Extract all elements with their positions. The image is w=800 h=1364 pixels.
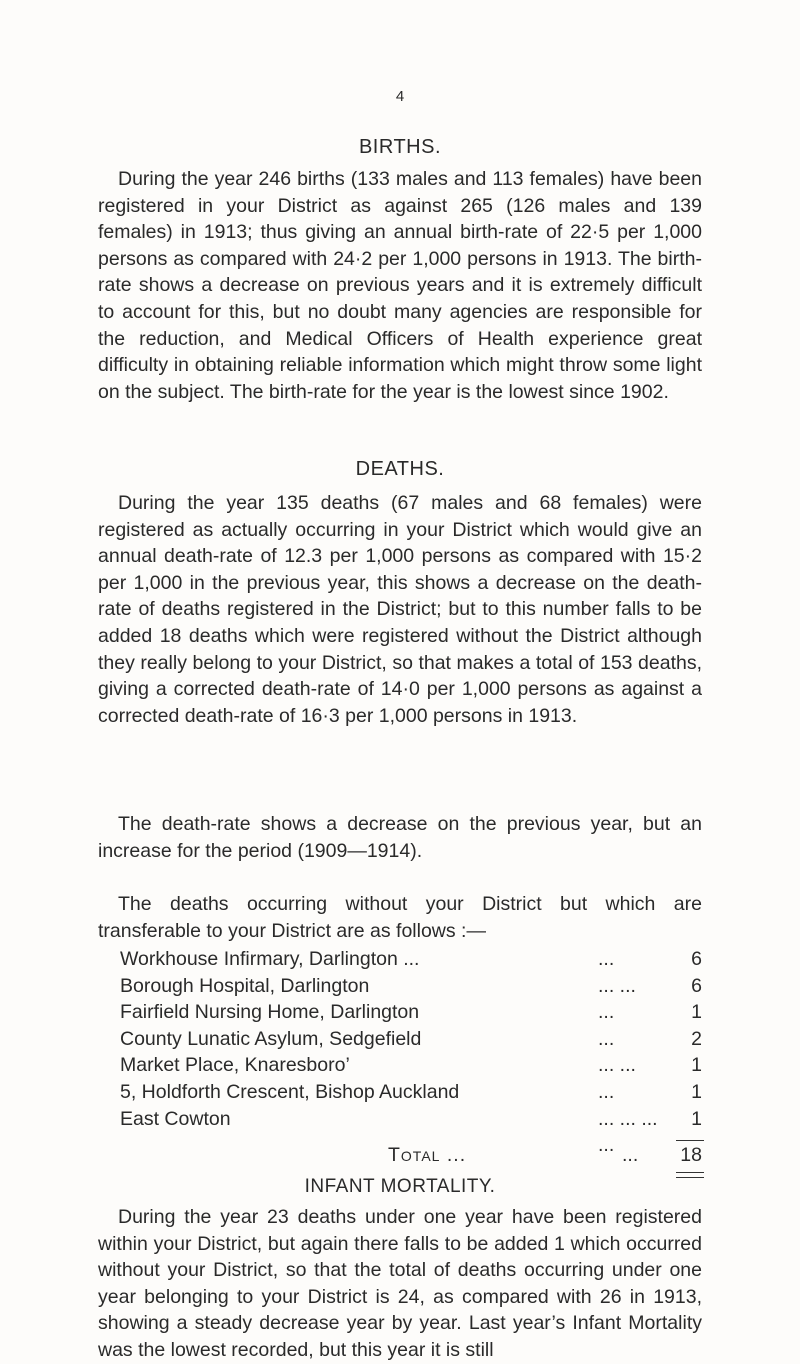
place-name: Workhouse Infirmary, Darlington ... [120, 948, 420, 970]
deaths-paragraph-3: The deaths occurring without your District but which are transferable to your District are as follows :— [98, 893, 702, 942]
leader-dots: ... [598, 1080, 615, 1103]
leader-dots: ... ... [598, 974, 636, 997]
table-row [120, 999, 702, 1026]
total-leader-dots: ... [622, 1144, 639, 1166]
leader-dots: ... ... ... ... [598, 1107, 658, 1157]
place-name: Fairfield Nursing Home, Darlington [120, 1001, 420, 1024]
total-label: Total ... [388, 1144, 467, 1166]
total-count: 18 [680, 1144, 702, 1166]
death-count: 1 [691, 1107, 702, 1130]
table-row [120, 946, 702, 973]
infant-mortality-heading: INFANT MORTALITY. [304, 1176, 496, 1197]
place-name: 5, Holdforth Crescent, Bishop Auckland [120, 1080, 460, 1103]
place-name: Borough Hospital, Darlington [120, 974, 370, 997]
leader-dots: ... [598, 948, 615, 970]
deaths-paragraph-2: The death-rate shows a decrease on the previous year, but an increase for the period (1909—1914). [98, 813, 702, 862]
table-row [120, 973, 702, 1000]
place-name: County Lunatic Asylum, Sedgefield [120, 1027, 422, 1050]
births-paragraph: During the year 246 births (133 males and 113 females) have been registered in your District as against 265 (126 males and 139 females) in 1913; thus giving an annual birth-rate of 22·5 per 1,000 persons as compared with 24·2 per 1,000 persons in 1913. The birth-rate shows a decrease on previous years and it is extremely difficult to account for this, but no doubt many agencies are responsible for the reduction, and Medical Officers of Health experience great difficulty in obtaining reliable information which might throw some light on the subject. The birth-rate for the year is the lowest since 1902. [98, 168, 702, 403]
deaths-paragraph-1: During the year 135 deaths (67 males and 68 females) were registered as actually occurring in your District which would give an annual death-rate of 12.3 per 1,000 persons as compared with 15·2 per 1,000 in the previous year, this shows a decrease on the death-rate of deaths registered in the District; but to this number falls to be added 18 deaths which were registered without the District although they really belong to your District, so that makes a total of 153 deaths, giving a corrected death-rate of 14·0 per 1,000 persons as against a corrected death-rate of 16·3 per 1,000 persons in 1913. [98, 492, 702, 727]
table-row [120, 1079, 702, 1106]
place-name: East Cowton [120, 1107, 231, 1130]
death-count: 1 [691, 1080, 702, 1103]
page-number: 4 [395, 88, 405, 105]
place-name: Market Place, Knaresboro’ [120, 1054, 350, 1077]
table-row [120, 1052, 702, 1079]
sum-rule [676, 1140, 704, 1141]
leader-dots: ... [598, 1027, 615, 1050]
death-count: 1 [691, 1054, 702, 1077]
death-count: 1 [691, 1001, 702, 1024]
table-row [120, 1026, 702, 1053]
leader-dots: ... [598, 1001, 615, 1024]
death-count: 6 [691, 974, 702, 997]
births-heading: BIRTHS. [358, 136, 442, 158]
leader-dots: ... ... [598, 1054, 636, 1077]
infant-mortality-paragraph: During the year 23 deaths under one year have been registered within your District, but again there falls to be added 1 which occurred without your District, so that the total of deaths occurring under one year belonging to your District is 24, as compared with 26 in 1913, showing a steady decrease year by year. Last year’s Infant Mortality was the lowest recorded, but this year it is still [98, 1206, 702, 1361]
deaths-heading: DEATHS. [355, 458, 445, 480]
death-count: 2 [691, 1027, 702, 1050]
death-count: 6 [691, 948, 702, 970]
